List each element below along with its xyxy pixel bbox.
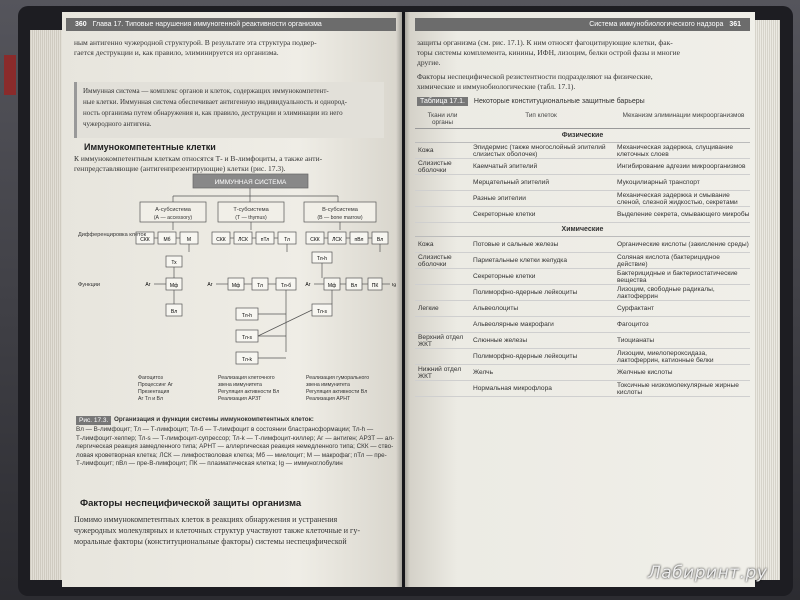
cell-skk-a: СКК (140, 237, 150, 243)
table-cell-type: Секреторные клетки (473, 211, 536, 218)
func-b-line: Реализация АРНТ (306, 396, 351, 402)
right-paragraph-2 (417, 72, 752, 92)
a-subsystem-label: А-субсистема (155, 207, 191, 213)
text-line: защиты организма (см. рис. 17.1). К ним относят фагоцитирующие клетки, фак- (417, 38, 673, 47)
cell-ag-t: Аг (207, 282, 213, 288)
definition-box (74, 82, 384, 138)
page-number-right: 361 (729, 21, 741, 28)
cell-vl-a: Вл (170, 309, 178, 315)
func-b-line: Реализация гуморального (306, 375, 370, 381)
table-cell-type: Желчь (473, 369, 494, 376)
table-cell-type: Нормальная микрофлора (473, 385, 552, 392)
section2-heading: Факторы неспецифической защиты организма (80, 498, 302, 509)
text-line: моральные факторы (конституциональные факторы) системы неспецифической (74, 537, 347, 546)
table-section-header: Физические (415, 129, 750, 143)
page-edges-right (755, 20, 780, 580)
running-head-right (415, 18, 750, 31)
cell-ig: Ig (391, 283, 397, 288)
table-cell-mechanism: Лизоцим, свободные радикалы, лактоферрин (617, 285, 715, 300)
section-heading: Иммунокомпетентные клетки (84, 142, 216, 152)
table-title (417, 98, 645, 105)
table-cell-mechanism: Механическая задержка, слущивание клеточных слоев (617, 143, 734, 158)
table-row (415, 191, 750, 207)
table-cell-type: Секреторные клетки (473, 273, 536, 280)
text-line: Иммунная система — комплекс органов и клеток, содержащих иммунокомпетент- (83, 87, 329, 95)
caption-line: ловая кроветворная клетка; ЛСК — лимфостволовая клетка; Мб — миелоцит; М — макрофаг; пТл — пре- (76, 451, 387, 459)
table-row (415, 159, 750, 175)
func-a-line: Презентация (138, 389, 170, 395)
figure-caption (76, 426, 401, 469)
table-cell-mechanism: Органические кислоты (закисление среды) (617, 241, 749, 248)
text-line: ность организма путем обнаружения и, как правило, деструкции и элиминации из него (83, 109, 343, 117)
table-cell-organ: Слизистые оболочки (418, 253, 452, 268)
func-t-line: Регуляция активности Вл (218, 389, 280, 395)
table-cell-organ: Нижний отдел ЖКТ (418, 365, 462, 380)
table-cell-mechanism: Бактерицидные и бактериостатические вещества (617, 269, 738, 284)
cell-tl-t: Тл (257, 283, 263, 289)
t-subsystem-sub: (Т — thymus) (235, 215, 267, 221)
table-row (415, 317, 750, 333)
table-cell-type: Альвеолярные макрофаги (473, 321, 554, 328)
cell-m: М (186, 237, 192, 243)
b-subsystem-sub: (В — bone marrow) (317, 215, 363, 221)
text-line: чужеродного антигена. (83, 120, 152, 128)
table-cell-type: Эпидермис (также многослойный эпителий слизистых оболочек) (473, 143, 606, 158)
table-cell-mechanism: Тиоцианаты (617, 337, 655, 344)
cell-mb: Мб (163, 237, 171, 243)
table-row (415, 285, 750, 301)
cell-mf-a: Мф (169, 283, 179, 289)
cell-tlk: Тл-k (242, 357, 252, 363)
text-line: ные клетки. Иммунная система обеспечивает антигенную индивидуальность и однород- (83, 98, 347, 106)
cell-tlh: Тл-h (241, 313, 253, 319)
table-cell-type: Полиморфно-ядерные лейкоциты (473, 353, 578, 360)
table-cell-mechanism: Ингибирование адгезии микроорганизмов (617, 163, 746, 170)
right-intro-paragraph (417, 38, 752, 68)
section2-paragraph (74, 514, 402, 547)
text-line: другие. (417, 58, 441, 67)
caption-line: Т-лимфоцит-хелпер; Тл-s — Т-лимфоцит-супрессор; Тл-k — Т-лимфоцит-киллер; Аг — антиген; АРЗТ — ал- (76, 434, 395, 442)
row-label-func: Функции (78, 282, 101, 288)
barriers-table (415, 112, 750, 397)
right-page (405, 12, 755, 587)
header-mech: Механизм элиминации микроорганизмов (622, 112, 745, 119)
table-cell-organ: Кожа (418, 241, 434, 248)
func-a-line: Фагоцитоз (138, 375, 163, 381)
chapter-title: Глава 17. Типовые нарушения иммуногенной реактивности организма (92, 21, 322, 28)
cell-vl-b: Вл (350, 283, 358, 289)
table-cell-mechanism: Токсичные низкомолекулярные жирные кислоты (617, 381, 739, 396)
table-row (415, 381, 750, 397)
func-t-line: Реализация АРЗТ (218, 396, 262, 402)
cell-tlh-b: Тл-h (316, 256, 328, 262)
table-section-header: Химические (415, 223, 750, 237)
table-header (415, 112, 750, 129)
table-row (415, 349, 750, 365)
table-cell-mechanism: Соляная кислота (бактерицидное действие) (617, 253, 720, 268)
cell-skk-b: СКК (310, 237, 320, 243)
cell-vl-diff: Вл (376, 237, 384, 243)
immune-system-diagram (78, 172, 400, 410)
header-cell: Тип клеток (525, 112, 557, 119)
cell-ag-b: Аг (305, 282, 311, 288)
table-cell-organ: Слизистые оболочки (418, 159, 452, 174)
table-row (415, 365, 750, 381)
table-cell-type: Париетальные клетки желудка (473, 257, 567, 264)
cell-tx: Тх (171, 260, 177, 266)
table-cell-mechanism: Желчные кислоты (617, 369, 673, 376)
bookmark-ribbon (4, 55, 16, 95)
table-cell-type: Мерцательный эпителий (473, 179, 549, 186)
diagram-title: ИММУННАЯ СИСТЕМА (214, 179, 287, 186)
cell-ptl: пТл (260, 237, 270, 243)
func-t-line: звена иммунитета (218, 382, 262, 388)
table-body (415, 129, 750, 397)
table-row (415, 253, 750, 269)
text-line: торы системы комплемента, кинины, ИФН, лизоцим, белки острой фазы и многие (417, 48, 680, 57)
table-caption: Некоторые конституциональные защитные барьеры (473, 98, 645, 105)
cell-tls-b: Тл-s (317, 309, 327, 315)
watermark: Лабиринт.ру (648, 563, 768, 583)
text-line: ным антигенно чужеродной структурой. В результате эта структура подвер- (74, 38, 317, 47)
func-b-line: звена иммунитета (306, 382, 350, 388)
t-subsystem-label: Т-субсистема (233, 207, 269, 213)
table-tag: Таблица 17.1. (417, 97, 468, 106)
section-running-title: Система иммунобиологического надзора (589, 21, 724, 28)
func-t-line: Реализация клеточного (218, 375, 275, 381)
table-row (415, 175, 750, 191)
page-number-left: 360 (75, 21, 87, 28)
a-subsystem-sub: (А — accessory) (153, 215, 193, 221)
table-cell-mechanism: Фагоцитоз (617, 321, 649, 328)
table-row (415, 333, 750, 349)
cell-pk: ПК (371, 283, 379, 289)
cell-tl: Тл (284, 237, 290, 243)
table-cell-type: Каемчатый эпителий (473, 163, 538, 170)
text-line: гается деструкции и, как правило, элиминируется из организма. (74, 48, 279, 57)
text-line: К иммунокомпетентным клеткам относятся Т- и В-лимфоциты, а также анти- (74, 154, 323, 163)
b-subsystem-label: В-субсистема (322, 207, 358, 213)
cell-lsk-b: ЛСК (332, 237, 342, 243)
caption-line: лергическая реакция замедленного типа; АРНТ — аллергическая реакция немедленного типа; СКК — ство- (76, 443, 394, 451)
text-line: Помимо иммунокомпетентных клеток в реакциях обнаружения и устранения (74, 515, 338, 524)
table-cell-mechanism: Мукоцилиарный транспорт (617, 179, 700, 186)
cell-lsk-t: ЛСК (238, 237, 248, 243)
text-line: генпредставляющие (антигенпрезентирующие) клетки (рис. 17.3). (74, 164, 286, 173)
cell-ag-a: Аг (145, 282, 151, 288)
table-cell-mechanism: Лизоцим, миелопероксидаза, лактоферрин, катионные белки (617, 349, 714, 364)
text-line: химические и иммунобиологические (табл. 17.1). (417, 82, 576, 91)
func-b-line: Регуляция активности Вл (306, 389, 368, 395)
table-cell-mechanism: Механическая задержка и смывание сленой, слезной жидкостью, секретами (617, 191, 738, 206)
cell-mf-t: Мф (231, 283, 241, 289)
table-cell-mechanism: Сурфактант (617, 305, 654, 312)
book-gutter (396, 12, 410, 587)
table-cell-organ: Верхний отдел ЖКТ (418, 333, 464, 348)
figure-caption-title: Организация и функции системы иммунокомпетентных клеток: (114, 416, 314, 423)
running-head-left (66, 18, 396, 31)
cell-pvl: пВл (354, 237, 364, 243)
header-organ: Ткани или органы (427, 112, 458, 126)
table-cell-type: Полиморфно-ядерные лейкоциты (473, 289, 578, 296)
cell-mf-b: Мф (327, 283, 337, 289)
text-line: Факторы неспецифической резистентности подразделяют на физические, (417, 72, 653, 81)
table-cell-type: Разные эпителии (473, 195, 526, 202)
table-row (415, 269, 750, 285)
left-page (62, 12, 402, 587)
table-cell-type: Слюнные железы (473, 337, 528, 344)
table-row (415, 301, 750, 317)
table-cell-type: Потовые и сальные железы (473, 241, 559, 248)
figure-caption-tag: Рис. 17.3. (76, 416, 111, 425)
text-line: чужеродных молекулярных и клеточных структур участвуют также клеточные и гу- (74, 526, 360, 535)
diagram-svg (78, 172, 400, 410)
intro-paragraph (74, 38, 399, 58)
section-paragraph (74, 154, 399, 174)
caption-line: Т-лимфоцит; пВл — пре-В-лимфоцит; ПК — плазматическая клетка; Ig — иммуноглобулин (76, 460, 343, 468)
table-row (415, 237, 750, 253)
table-cell-organ: Кожа (418, 147, 434, 154)
cell-tlb: Тл-б (280, 283, 292, 289)
cell-skk-t: СКК (216, 237, 226, 243)
func-a-line: Аг Тл и Вл (138, 396, 164, 402)
caption-line: Вл — В-лимфоцит; Тл — Т-лимфоцит; Тл-б — Т-лимфоцит в состоянии бластрансформации; Тл-h — (76, 426, 374, 433)
table-cell-type: Альвеолоциты (473, 305, 519, 312)
table-row (415, 143, 750, 159)
table-cell-organ: Легкие (418, 305, 439, 312)
cell-tls: Тл-s (242, 335, 252, 341)
func-a-line: Процессинг Аг (138, 382, 173, 388)
page-edges-left (30, 30, 64, 580)
definition-text (83, 86, 378, 130)
table-row (415, 207, 750, 223)
row-label-diff: Дифференцировка клеток (78, 232, 147, 238)
table-cell-mechanism: Выделение секрета, смывающего микробы (617, 211, 750, 218)
